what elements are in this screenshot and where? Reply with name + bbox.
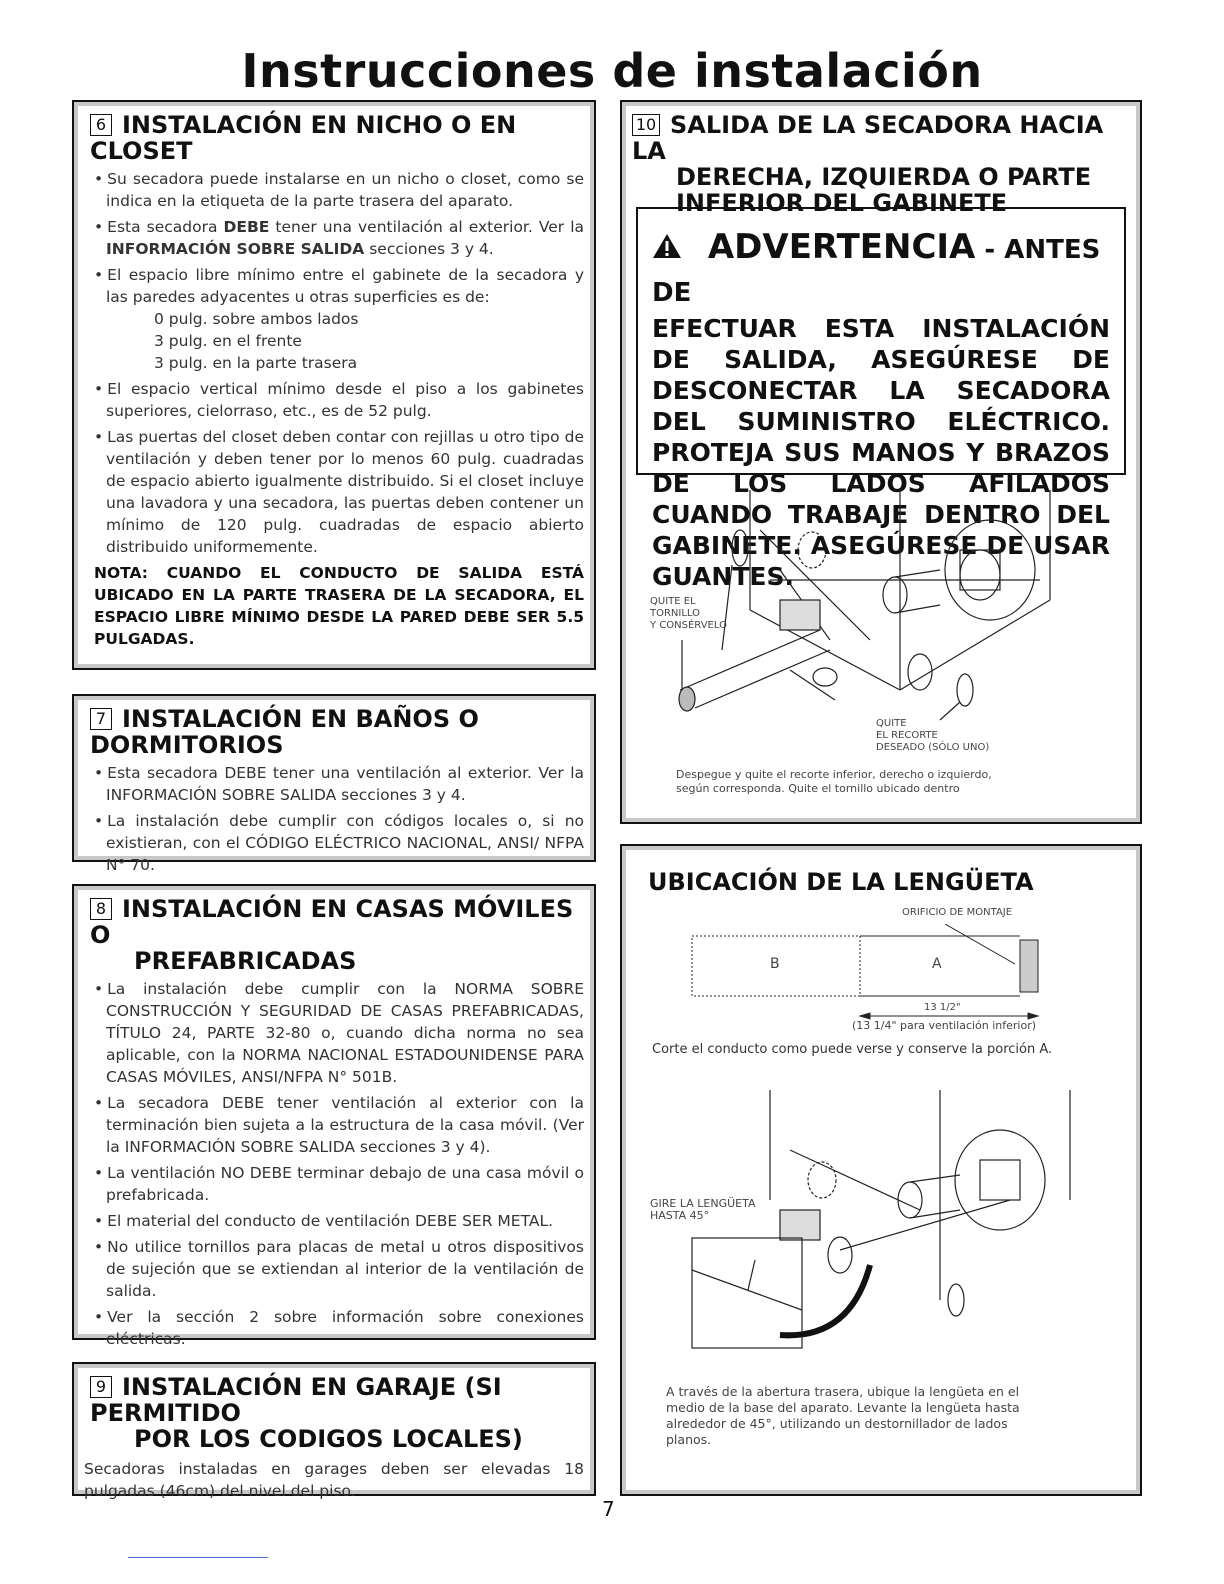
list-item: • El espacio vertical mínimo desde el piso a los gabinetes superiores, cielorraso, etc., es de 52 pulg.: [84, 378, 584, 422]
section-9-text: Secadoras instaladas en garages deben ser elevadas 18 pulgadas (46cm) del nivel del piso.: [84, 1460, 584, 1500]
bold-text: INFORMACIÓN SOBRE SALIDA: [106, 240, 365, 258]
section-number: 7: [90, 708, 112, 730]
section-6-list-2: [84, 378, 584, 558]
text-span: secciones 3 y 4.: [364, 240, 494, 258]
section-title-line-2: DERECHA, IZQUIERDA O PARTE: [676, 163, 1092, 191]
section-6-box: [72, 100, 596, 670]
section-7-title: [84, 706, 584, 758]
text-span: tener una ventilación al exterior. Ver la: [269, 218, 584, 236]
warning-text: EFECTUAR ESTA INSTALACIÓN DE SALIDA, ASEGÚRESE DE DESCONECTAR LA SECADORA DEL SUMINISTRO ELÉCTRICO. PROTEJA SUS MANOS Y BRAZOS DE LOS LADOS AFILADOS CUANDO TRABAJE DENTRO DEL GABINETE. ASEGÚRESE DE USAR GUANTES.: [652, 314, 1110, 591]
list-item: • La secadora DEBE tener ventilación al exterior con la terminación bien sujeta a la estructura de la casa móvil. (Ver la INFORMACIÓN SOBRE SALIDA secciones 3 y 4).: [84, 1092, 584, 1158]
warning-suffix: - ANTES DE: [652, 235, 1101, 308]
section-title-text: INSTALACIÓN EN BAÑOS O DORMITORIOS: [90, 705, 479, 759]
label-line: QUITE EL: [650, 596, 696, 607]
list-item: [84, 216, 584, 260]
section-title-line-3: INFERIOR DEL GABINETE: [676, 189, 1008, 217]
dimension-label: 13 1/2": [924, 1002, 961, 1013]
text-span: Esta secadora: [107, 218, 224, 236]
clearance-item: 3 pulg. en la parte trasera: [154, 354, 358, 372]
cutout-label: [876, 718, 989, 754]
bold-text: DEBE: [223, 218, 270, 236]
clearance-item: 0 pulg. sobre ambos lados: [154, 310, 359, 328]
screw-label: [650, 596, 727, 632]
portion-b-label: B: [770, 956, 780, 972]
section-title-line-2: PREFABRICADAS: [134, 947, 357, 975]
section-title-text: SALIDA DE LA SECADORA HACIA LA: [632, 111, 1104, 165]
mounting-hole-label: ORIFICIO DE MONTAJE: [902, 907, 1013, 918]
caption-line: según corresponda. Quite el tornillo ubicado dentro: [676, 782, 960, 795]
list-item: • No utilice tornillos para placas de metal u otros dispositivos de sujeción que se extiendan al interior de la ventilación de salida.: [84, 1236, 584, 1302]
list-item: • Las puertas del closet deben contar con rejillas u otro tipo de ventilación y deben tener por lo menos 60 pulg. cuadradas de espacio abierto igualmente distribuido. Si el closet incluye una lavadora y una secadora, las puertas deben contener un mínimo de 120 pulg. cuadradas de espacio abierto distribuido uniformemente.: [84, 426, 584, 558]
clearance-item: 3 pulg. en el frente: [154, 332, 302, 350]
section-9-box: [72, 1362, 596, 1500]
tab-rotation-diagram: [660, 1090, 1080, 1360]
dimension-note: (13 1/4" para ventilación inferior): [852, 1019, 1037, 1032]
section-6-title: [84, 112, 584, 164]
section-10-title: [632, 112, 1130, 216]
label-line: DESEADO (SÓLO UNO): [876, 742, 990, 753]
cut-note: Corte el conducto como puede verse y conserve la porción A.: [652, 1042, 1053, 1057]
rotate-tab-label: [650, 1198, 755, 1222]
label-line: TORNILLO: [650, 608, 701, 619]
diagram-caption: [676, 768, 992, 796]
footer-line: [128, 1557, 268, 1558]
section-number: 9: [90, 1376, 112, 1398]
warning-heading: [652, 227, 1110, 313]
label-line: HASTA 45°: [650, 1209, 710, 1222]
label-line: Y CONSÉRVELO: [650, 620, 727, 631]
tab-caption: A través de la abertura trasera, ubique la lengüeta en el medio de la base del aparato. Levante la lengüeta hasta alrededor de 45°, utilizando un destornillador de lados planos.: [666, 1384, 1020, 1447]
list-item: • Ver la sección 2 sobre información sobre conexiones eléctricas.: [84, 1306, 584, 1350]
page-title: Instrucciones de instalación: [241, 44, 983, 98]
section-title-line-2: POR LOS CODIGOS LOCALES): [134, 1425, 523, 1453]
list-item: • El espacio libre mínimo entre el gabinete de la secadora y las paredes adyacentes u otras superficies es de:: [84, 264, 584, 308]
list-item: • Su secadora puede instalarse en un nicho o closet, como se indica en la etiqueta de la parte trasera del aparato.: [84, 168, 584, 212]
section-7-list: [84, 762, 584, 876]
section-title-text: INSTALACIÓN EN CASAS MÓVILES O: [90, 895, 574, 949]
list-item: • La ventilación NO DEBE terminar debajo de una casa móvil o prefabricada.: [84, 1162, 584, 1206]
label-line: EL RECORTE: [876, 730, 938, 741]
list-item: • La instalación debe cumplir con códigos locales o, si no existieran, con el CÓDIGO ELÉCTRICO NACIONAL, ANSI/ NFPA N° 70.: [84, 810, 584, 876]
note-text: NOTA: CUANDO EL CONDUCTO DE SALIDA ESTÁ UBICADO EN LA PARTE TRASERA DE LA SECADORA, EL ESPACIO LIBRE MÍNIMO DESDE LA PARED DEBE SER 5.5 PULGADAS.: [94, 564, 584, 648]
section-title-text: INSTALACIÓN EN GARAJE (SI PERMITIDO: [90, 1373, 502, 1427]
label-line: QUITE: [876, 718, 907, 729]
duct-cut-diagram: [690, 924, 1070, 1024]
section-8-box: [72, 884, 596, 1348]
section-8-title: [84, 896, 584, 974]
label-line: GIRE LA LENGÜETA: [650, 1197, 756, 1210]
section-7-box: [72, 694, 596, 874]
tab-location-title: UBICACIÓN DE LA LENGÜETA: [648, 868, 1034, 896]
section-number: 6: [90, 114, 112, 136]
section-number: 10: [632, 114, 660, 136]
caption-line: Despegue y quite el recorte inferior, derecho o izquierdo,: [676, 768, 992, 781]
page-number: 7: [602, 1497, 615, 1521]
section-title-text: INSTALACIÓN EN NICHO O EN CLOSET: [90, 111, 517, 165]
portion-a-label: A: [932, 956, 942, 972]
warning-word: ADVERTENCIA: [707, 227, 976, 267]
section-number: 8: [90, 898, 112, 920]
section-8-list: [84, 978, 584, 1350]
section-6-list: [84, 168, 584, 308]
list-item: • La instalación debe cumplir con la NORMA SOBRE CONSTRUCCIÓN Y SEGURIDAD DE CASAS PREFABRICADAS, TÍTULO 24, PARTE 32-80 o, cuando dicha norma no sea aplicable, con la NORMA NACIONAL ESTADOUNIDENSE PARA CASAS MÓVILES, ANSI/NFPA N° 501B.: [84, 978, 584, 1088]
warning-triangle-icon: [652, 227, 694, 267]
section-9-title: [84, 1374, 584, 1452]
warning-box: [636, 207, 1126, 591]
list-item: • Esta secadora DEBE tener una ventilación al exterior. Ver la INFORMACIÓN SOBRE SALIDA secciones 3 y 4.: [84, 762, 584, 806]
list-item: • El material del conducto de ventilación DEBE SER METAL.: [84, 1210, 584, 1232]
